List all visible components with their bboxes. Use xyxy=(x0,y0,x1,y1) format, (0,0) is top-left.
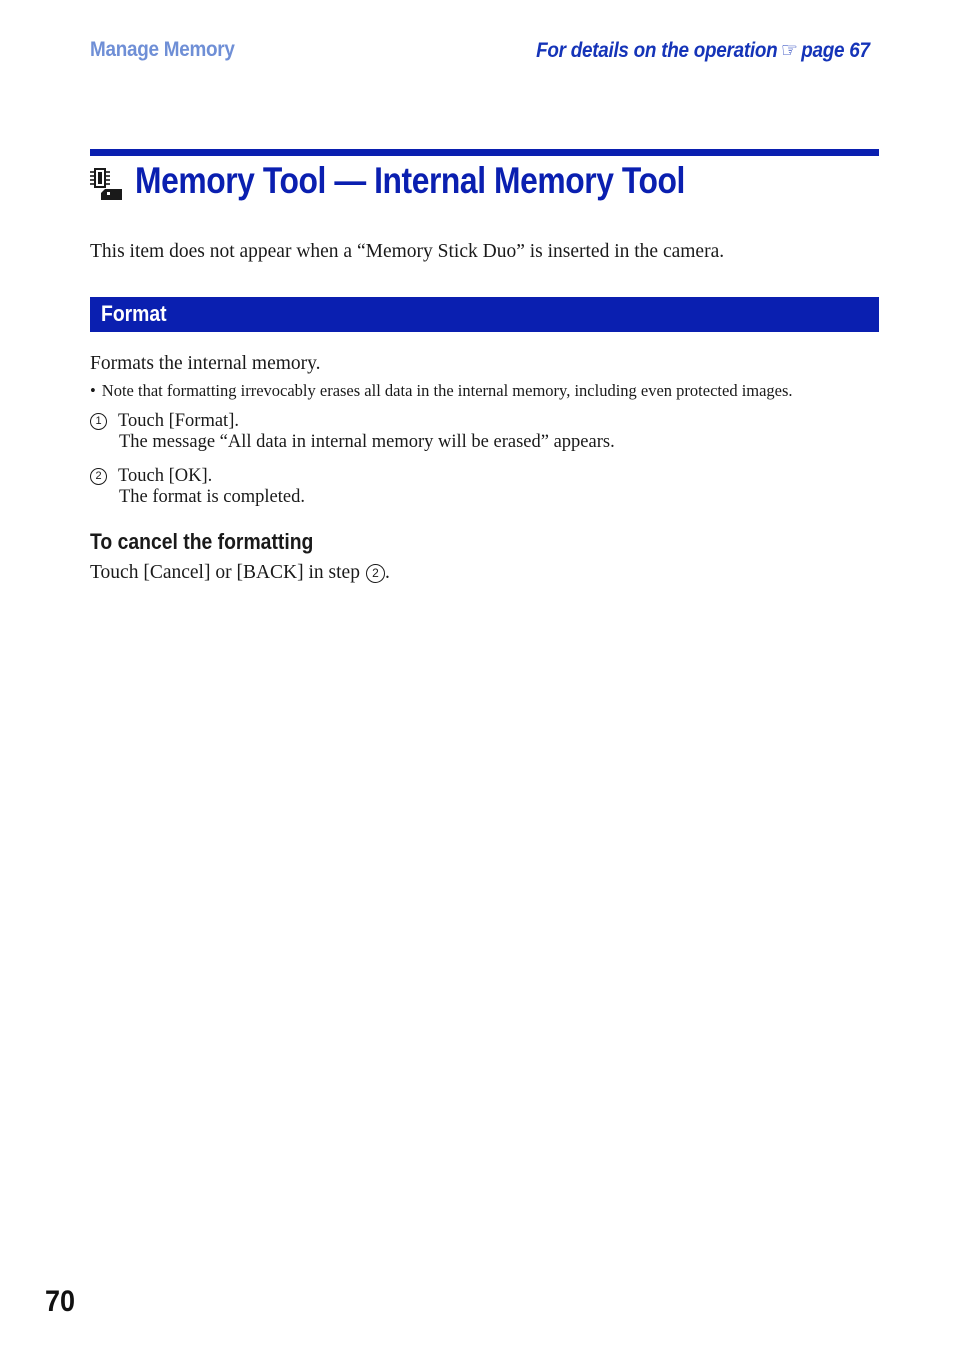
page-number: 70 xyxy=(45,1285,76,1318)
step-number: 2 xyxy=(90,468,107,485)
header-section-link[interactable]: Manage Memory xyxy=(90,38,235,61)
pointing-hand-icon: ☞ xyxy=(781,39,798,62)
step-2 xyxy=(90,466,305,508)
step-result: The format is completed. xyxy=(119,487,305,507)
step-1 xyxy=(90,411,615,453)
header-details-link[interactable] xyxy=(536,38,870,63)
step-ref-number: 2 xyxy=(366,564,385,583)
step-action: Touch [OK]. xyxy=(118,466,213,486)
step-number: 1 xyxy=(90,413,107,430)
section-header-format xyxy=(90,297,879,332)
section-title: Format xyxy=(101,301,167,326)
step-result: The message “All data in internal memory will be erased” appears. xyxy=(119,432,615,452)
bullet-icon: • xyxy=(90,381,96,400)
title-rule xyxy=(90,149,879,156)
note-item xyxy=(90,381,793,401)
details-prefix: For details on the operation xyxy=(536,39,778,62)
cancel-instruction: Touch [Cancel] or [BACK] in step xyxy=(90,562,360,583)
intro-text: This item does not appear when a “Memory Stick Duo” is inserted in the camera. xyxy=(90,241,725,262)
internal-memory-icon xyxy=(89,167,123,201)
section-description: Formats the internal memory. xyxy=(90,353,321,374)
details-page: page 67 xyxy=(801,39,870,62)
cancel-suffix: . xyxy=(384,562,390,583)
note-text: Note that formatting irrevocably erases all data in the internal memory, including even protected images. xyxy=(101,381,793,400)
cancel-text xyxy=(90,562,390,584)
step-action: Touch [Format]. xyxy=(118,411,239,431)
page-title: Memory Tool — Internal Memory Tool xyxy=(135,160,685,201)
cancel-heading: To cancel the formatting xyxy=(90,529,314,554)
